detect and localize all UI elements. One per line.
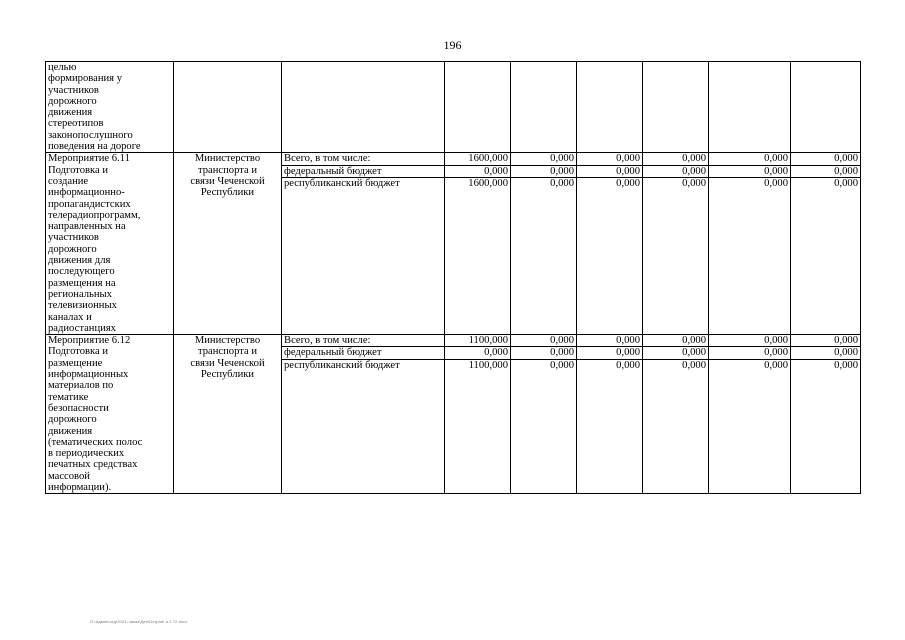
amount-cell: 0,000	[577, 177, 643, 334]
file-path-footer: G:\Админ\отд\2021\ заказ\Деп\Остров\ п 2.72 docx	[90, 619, 188, 624]
amount-cell: 0,000	[511, 347, 577, 359]
amount-cell: 0,000	[511, 165, 577, 177]
executor-cell: Министерство транспорта и связи Чеченской Республики	[174, 335, 282, 494]
amount-cell: 0,000	[791, 165, 861, 177]
amount-cell: 0,000	[511, 335, 577, 347]
continuation-row	[46, 62, 861, 153]
amount-cell: 0,000	[643, 153, 709, 165]
amount-cell: 0,000	[577, 335, 643, 347]
budget-row	[46, 153, 861, 165]
measure-block	[46, 153, 861, 335]
amount-cell: 1600,000	[445, 177, 511, 334]
amount-cell: 0,000	[643, 177, 709, 334]
budget-table	[45, 61, 861, 494]
amount-cell: 0,000	[791, 177, 861, 334]
amount-cell: 0,000	[709, 177, 791, 334]
amount-cell: 0,000	[709, 165, 791, 177]
funding-source-cell: федеральный бюджет	[282, 347, 445, 359]
amount-cell: 0,000	[709, 359, 791, 494]
amount-cell: 0,000	[511, 153, 577, 165]
amount-cell: 0,000	[445, 347, 511, 359]
amount-cell: 0,000	[577, 347, 643, 359]
amount-cell: 1600,000	[445, 153, 511, 165]
amount-cell: 0,000	[577, 153, 643, 165]
amount-cell: 0,000	[791, 359, 861, 494]
amount-cell: 0,000	[643, 335, 709, 347]
funding-source-cell: Всего, в том числе:	[282, 153, 445, 165]
budget-row	[46, 335, 861, 347]
amount-cell: 0,000	[709, 335, 791, 347]
measure-title-cell: Мероприятие 6.12 Подготовка и размещение информационных материалов по тематике безопасности дорожного движения (тематических полос в периодических печатных средствах массовой информации).	[46, 335, 174, 494]
measure-block	[46, 335, 861, 494]
amount-cell: 0,000	[643, 165, 709, 177]
amount-cell: 0,000	[445, 165, 511, 177]
amount-cell: 0,000	[791, 347, 861, 359]
continuation-cell: целью формирования у участников дорожного движения стереотипов законопослушного поведения на дороге	[46, 62, 174, 153]
funding-source-cell: республиканский бюджет	[282, 177, 445, 334]
measure-title-cell: Мероприятие 6.11 Подготовка и создание информационно- пропагандистских телерадиопрограмм, направленных на участников дорожного движения для последующего размещения на региональных телевизионных каналах и радиостанциях	[46, 153, 174, 335]
amount-cell: 0,000	[577, 165, 643, 177]
amount-cell: 0,000	[577, 359, 643, 494]
amount-cell: 0,000	[709, 153, 791, 165]
executor-cell: Министерство транспорта и связи Чеченской Республики	[174, 153, 282, 335]
page-number: 196	[443, 38, 462, 52]
amount-cell: 0,000	[791, 335, 861, 347]
funding-source-cell: республиканский бюджет	[282, 359, 445, 494]
amount-cell: 0,000	[709, 347, 791, 359]
amount-cell: 1100,000	[445, 359, 511, 494]
amount-cell: 0,000	[511, 177, 577, 334]
amount-cell: 0,000	[791, 153, 861, 165]
amount-cell: 0,000	[643, 347, 709, 359]
funding-source-cell: федеральный бюджет	[282, 165, 445, 177]
amount-cell: 0,000	[643, 359, 709, 494]
amount-cell: 0,000	[511, 359, 577, 494]
funding-source-cell: Всего, в том числе:	[282, 335, 445, 347]
amount-cell: 1100,000	[445, 335, 511, 347]
